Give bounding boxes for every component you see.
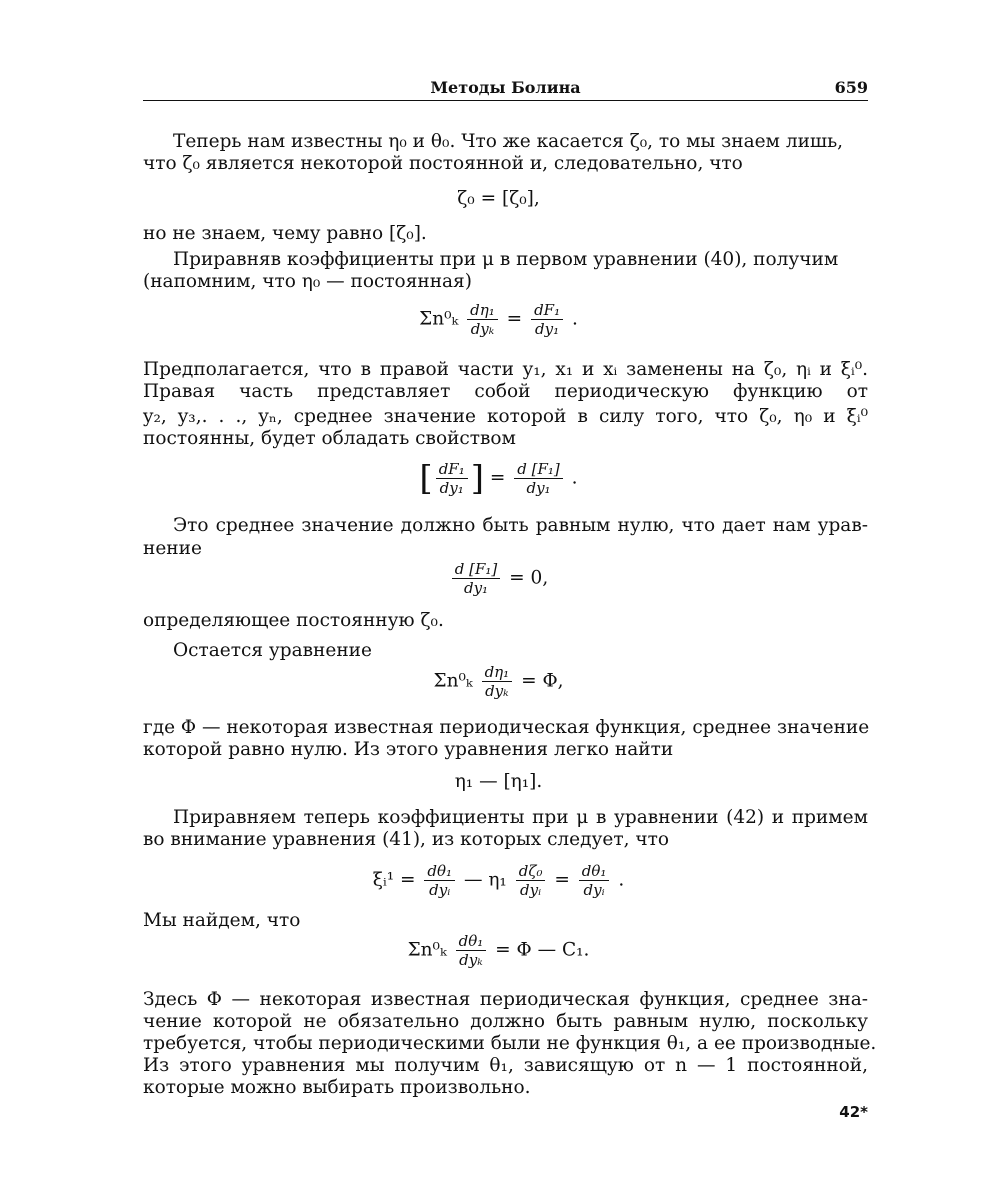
signature-mark: 42*	[839, 1103, 868, 1121]
text-line: нение	[143, 538, 202, 559]
text-line: где Φ — некоторая известная периодическая функция, среднее значение	[143, 717, 870, 738]
text-line: Приравняв коэффициенты при μ в первом уравнении (40), получим	[173, 249, 839, 270]
text-line: во внимание уравнения (41), из которых следует, что	[143, 829, 669, 850]
fraction: $\frac{\text{d [F₁]}}{\text{dy₁}}$	[514, 460, 563, 497]
fraction: $\frac{\text{dθ₁}}{\text{dyᵢ}}$	[424, 862, 455, 899]
text-line: Здесь Φ — некоторая известная периодическая функция, среднее зна-	[143, 989, 868, 1010]
fraction: $\frac{\text{dθ₁}}{\text{dyₖ}}$	[456, 932, 487, 969]
running-title: Методы Болина	[430, 78, 581, 97]
fraction: $\frac{\text{dF₁}}{\text{dy₁}}$	[436, 460, 468, 497]
text-line: Мы найдем, что	[143, 910, 301, 931]
text-line: постоянны, будет обладать свойством	[143, 428, 516, 449]
equation-eta: η₁ — [η₁].	[454, 771, 543, 792]
text-line: y₂, y₃,. . ., yₙ, среднее значение которой в силу того, что ζ₀, η₀ и ξᵢ⁰	[143, 406, 868, 427]
fraction: $\frac{\text{dθ₁}}{\text{dyᵢ}}$	[579, 862, 610, 899]
text-line: Из этого уравнения мы получим θ₁, зависящую от n — 1 постоянной,	[143, 1055, 868, 1076]
eq-lhs: Σn⁰ₖ	[419, 308, 459, 330]
fraction: $\frac{\text{dη₁}}{\text{dyₖ}}$	[482, 663, 513, 700]
fraction: $\frac{\text{d [F₁]}}{\text{dy₁}}$	[452, 560, 501, 597]
text-line: Это среднее значение должно быть равным нулю, что дает нам урав-	[173, 515, 868, 536]
equation-40: Σn⁰ₖ $\frac{\text{dη₁}}{\text{dyₖ}}$ = $\frac{\text{dF₁}}{\text{dy₁}}$ .	[419, 301, 578, 338]
equation-zeta: ζ₀ = [ζ₀],	[457, 188, 540, 209]
equation-zero: $\frac{\text{d [F₁]}}{\text{dy₁}}$ = 0,	[0, 560, 997, 597]
running-head	[143, 78, 868, 101]
text-line: Предполагается, что в правой части y₁, x₁ и xᵢ заменены на ζ₀, ηᵢ и ξᵢ⁰.	[143, 359, 868, 380]
text-line: Правая часть представляет собой периодическую функцию от	[143, 381, 868, 402]
equation-theta: Σn⁰ₖ $\frac{\text{dθ₁}}{\text{dyₖ}}$ = Φ — C₁.	[407, 932, 590, 969]
equation-mean: [ $\frac{\text{dF₁}}{\text{dy₁}}$ ] = $\frac{\text{d [F₁]}}{\text{dy₁}}$ .	[419, 458, 578, 499]
fraction: $\frac{\text{dζ₀}}{\text{dyᵢ}}$	[516, 862, 546, 899]
fraction: $\frac{\text{dF₁}}{\text{dy₁}}$	[531, 301, 563, 338]
text-line: но не знаем, чему равно [ζ₀].	[143, 223, 427, 244]
fraction: $\frac{\text{dη₁}}{\text{dyₖ}}$	[467, 301, 498, 338]
text-line: которой равно нулю. Из этого уравнения легко найти	[143, 739, 674, 760]
text-line: чение которой не обязательно должно быть равным нулю, поскольку	[143, 1011, 868, 1032]
text-line: Приравняем теперь коэффициенты при μ в уравнении (42) и примем	[173, 807, 868, 828]
page-number: 659	[834, 78, 868, 97]
text-line: что ζ₀ является некоторой постоянной и, следовательно, что	[143, 153, 743, 174]
text-line: Теперь нам известны η₀ и θ₀. Что же касается ζ₀, то мы знаем лишь,	[173, 131, 844, 152]
text-line: Остается уравнение	[173, 640, 372, 661]
text-line: определяющее постоянную ζ₀.	[143, 610, 444, 631]
equation-remains: Σn⁰ₖ $\frac{\text{dη₁}}{\text{dyₖ}}$ = Φ,	[433, 663, 564, 700]
text-line: которые можно выбирать произвольно.	[143, 1077, 531, 1098]
text-line: (напомним, что η₀ — постоянная)	[143, 271, 472, 292]
text-line: требуется, чтобы периодическими были не функция θ₁, а ее производные.	[143, 1033, 877, 1054]
equation-xi: ξᵢ¹ = $\frac{\text{dθ₁}}{\text{dyᵢ}}$ — η₁ $\frac{\text{dζ₀}}{\text{dyᵢ}}$ = $\frac{\text{dθ₁}}{\text{dyᵢ}}$ .	[372, 862, 625, 899]
